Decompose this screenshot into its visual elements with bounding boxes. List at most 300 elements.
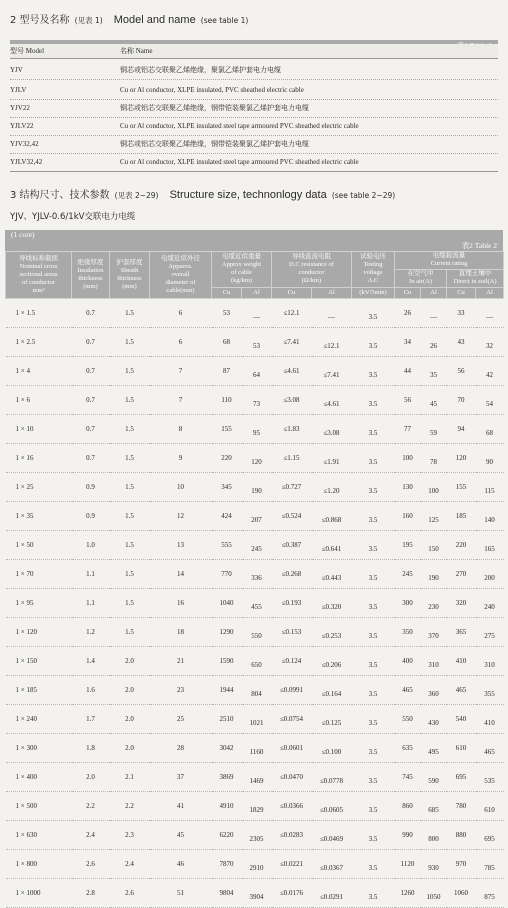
weight-cu-cell: 3869: [212, 763, 242, 792]
weight-cu-cell: 87: [212, 357, 242, 386]
table-row: [6, 299, 504, 328]
air-al-cell: 45: [421, 386, 447, 415]
resistance-al-cell: ≤0.0469: [312, 821, 352, 850]
section-3-title-cn: 3 结构尺寸、技术参数: [10, 190, 110, 201]
testing-voltage-cell: 3.5: [352, 357, 395, 386]
table-row: [6, 821, 504, 850]
table-row: [6, 386, 504, 415]
soil-cu-cell: 540: [447, 705, 476, 734]
air-al-cell: 190: [421, 560, 447, 589]
air-cu-cell: 745: [395, 763, 421, 792]
air-al-cell: 590: [421, 763, 447, 792]
table-2-core-label: (1 core): [11, 230, 35, 239]
testing-voltage-cell: 3.5: [352, 444, 395, 473]
diameter-cell: 14: [150, 560, 212, 589]
air-al-cell: 430: [421, 705, 447, 734]
weight-al-cell: 3904: [242, 879, 272, 908]
resistance-al-cell: ≤0.100: [312, 734, 352, 763]
weight-al-cell: 245: [242, 531, 272, 560]
weight-cu-cell: 1590: [212, 647, 242, 676]
name-column-header: 名称 Name: [120, 47, 153, 55]
section-cell: 1 × 240: [6, 705, 72, 734]
resistance-al-cell: ≤0.125: [312, 705, 352, 734]
weight-al-cell: 336: [242, 560, 272, 589]
soil-al-cell: 465: [476, 734, 504, 763]
weight-cu-cell: 9804: [212, 879, 242, 908]
soil-cu-header: Cu: [447, 287, 476, 299]
resistance-cu-cell: ≤0.0221: [272, 850, 312, 879]
table-row: [10, 81, 498, 100]
insulation-cell: 2.2: [72, 792, 110, 821]
section-2-title-en: Model and name: [113, 14, 196, 26]
diameter-cell: 8: [150, 415, 212, 444]
air-cu-cell: 44: [395, 357, 421, 386]
resistance-cu-cell: ≤0.0470: [272, 763, 312, 792]
air-al-cell: 310: [421, 647, 447, 676]
resistance-cu-cell: ≤1.15: [272, 444, 312, 473]
soil-al-cell: 610: [476, 792, 504, 821]
section-cell: 1 × 95: [6, 589, 72, 618]
table-2-label-bar: [5, 240, 503, 251]
diameter-cell: 7: [150, 386, 212, 415]
resistance-al-cell: —: [312, 299, 352, 328]
diameter-cell: 46: [150, 850, 212, 879]
table-row: [6, 415, 504, 444]
soil-cu-cell: 56: [447, 357, 476, 386]
sheath-cell: 2.0: [110, 705, 150, 734]
name-cell: 铜芯或铝芯交联聚乙烯绝缘，钢带铠装聚氯乙烯护套电力电缆: [120, 104, 309, 112]
section-header: 导线标称截面 Nominal cross sectional areas of conductor mm²: [6, 252, 72, 299]
testing-voltage-cell: 3.5: [352, 850, 395, 879]
section-2-heading: [10, 8, 248, 27]
table-row: [6, 705, 504, 734]
weight-cu-cell: 1040: [212, 589, 242, 618]
air-al-cell: 125: [421, 502, 447, 531]
weight-cu-cell: 555: [212, 531, 242, 560]
soil-cu-cell: 320: [447, 589, 476, 618]
weight-cu-header: Cu: [212, 287, 242, 299]
soil-al-cell: 875: [476, 879, 504, 908]
section-2-ref-en: (see table 1): [200, 16, 249, 25]
testing-voltage-cell: 3.5: [352, 415, 395, 444]
weight-al-cell: 207: [242, 502, 272, 531]
testing-voltage-cell: 3.5: [352, 676, 395, 705]
air-cu-cell: 130: [395, 473, 421, 502]
weight-cu-cell: 424: [212, 502, 242, 531]
testing-voltage-cell: 3.5: [352, 502, 395, 531]
testing-voltage-cell: 3.5: [352, 821, 395, 850]
air-al-cell: 930: [421, 850, 447, 879]
model-cell: YJV32,42: [10, 140, 39, 148]
name-cell: Cu or Al conductor, XLPE insulated, PVC sheathed electric cable: [120, 86, 304, 94]
air-al-cell: 370: [421, 618, 447, 647]
diameter-cell: 37: [150, 763, 212, 792]
insulation-cell: 0.9: [72, 473, 110, 502]
insulation-cell: 1.8: [72, 734, 110, 763]
soil-cu-cell: 270: [447, 560, 476, 589]
diameter-cell: 41: [150, 792, 212, 821]
weight-al-cell: 1021: [242, 705, 272, 734]
sheath-cell: 2.2: [110, 792, 150, 821]
soil-cu-cell: 970: [447, 850, 476, 879]
resistance-cu-cell: ≤0.0754: [272, 705, 312, 734]
table-row: [10, 135, 498, 154]
model-column-header: 型号 Model: [10, 47, 45, 55]
air-al-cell: 360: [421, 676, 447, 705]
weight-cu-cell: 53: [212, 299, 242, 328]
insulation-cell: 1.0: [72, 531, 110, 560]
section-cell: 1 × 120: [6, 618, 72, 647]
air-cu-cell: 160: [395, 502, 421, 531]
sheath-cell: 1.5: [110, 531, 150, 560]
testing-voltage-cell: 3.5: [352, 705, 395, 734]
soil-cu-cell: 695: [447, 763, 476, 792]
air-al-cell: 495: [421, 734, 447, 763]
weight-al-cell: 64: [242, 357, 272, 386]
sheath-cell: 1.5: [110, 444, 150, 473]
section-cell: 1 × 1.5: [6, 299, 72, 328]
soil-al-cell: 90: [476, 444, 504, 473]
soil-cu-cell: 70: [447, 386, 476, 415]
resistance-cu-cell: ≤0.153: [272, 618, 312, 647]
air-cu-cell: 34: [395, 328, 421, 357]
soil-al-cell: 165: [476, 531, 504, 560]
soil-cu-cell: 1060: [447, 879, 476, 908]
insulation-cell: 1.4: [72, 647, 110, 676]
diameter-cell: 12: [150, 502, 212, 531]
testing-voltage-cell: 3.5: [352, 879, 395, 908]
soil-al-cell: 355: [476, 676, 504, 705]
table-row: [6, 647, 504, 676]
insulation-cell: 2.8: [72, 879, 110, 908]
weight-cu-cell: 770: [212, 560, 242, 589]
diameter-cell: 7: [150, 357, 212, 386]
table-row: [6, 792, 504, 821]
sheath-cell: 1.5: [110, 328, 150, 357]
soil-al-cell: 410: [476, 705, 504, 734]
weight-cu-cell: 155: [212, 415, 242, 444]
table-2-label: 表2 Table 2: [461, 241, 497, 250]
resistance-cu-cell: ≤0.268: [272, 560, 312, 589]
table-row: [6, 357, 504, 386]
weight-al-cell: 2305: [242, 821, 272, 850]
testing-header: 试验电压 Testing voltage A.C: [352, 252, 395, 288]
current-header: 电缆载流量 Current rating: [395, 252, 504, 270]
air-cu-cell: 195: [395, 531, 421, 560]
air-cu-cell: 56: [395, 386, 421, 415]
weight-al-cell: 550: [242, 618, 272, 647]
air-cu-cell: 635: [395, 734, 421, 763]
weight-al-cell: 190: [242, 473, 272, 502]
insulation-cell: 1.1: [72, 589, 110, 618]
soil-cu-cell: 185: [447, 502, 476, 531]
section-3-ref-cn: (见表 2~29): [114, 191, 159, 200]
resistance-cu-cell: ≤12.1: [272, 299, 312, 328]
testing-voltage-cell: 3.5: [352, 763, 395, 792]
table-row: [6, 618, 504, 647]
resistance-al-cell: ≤4.61: [312, 386, 352, 415]
table-row: [6, 589, 504, 618]
sheath-cell: 1.5: [110, 357, 150, 386]
insulation-header: 绝缘厚度 Insulation thickness (mm): [72, 252, 110, 299]
diameter-cell: 51: [150, 879, 212, 908]
table-row: [6, 502, 504, 531]
resistance-cu-cell: ≤0.193: [272, 589, 312, 618]
section-2-title-cn: 2 型号及名称: [10, 15, 70, 26]
insulation-cell: 0.7: [72, 386, 110, 415]
testing-voltage-cell: 3.5: [352, 531, 395, 560]
table-1-header: [10, 44, 498, 59]
weight-al-cell: —: [242, 299, 272, 328]
soil-cu-cell: 610: [447, 734, 476, 763]
diameter-cell: 6: [150, 299, 212, 328]
section-cell: 1 × 35: [6, 502, 72, 531]
soil-cu-cell: 220: [447, 531, 476, 560]
table-row: [10, 117, 498, 136]
model-cell: YJV22: [10, 104, 30, 112]
diameter-cell: 16: [150, 589, 212, 618]
section-3-heading: [10, 183, 395, 202]
weight-cu-cell: 220: [212, 444, 242, 473]
resistance-cu-header: Cu: [272, 287, 312, 299]
resistance-al-cell: ≤12.1: [312, 328, 352, 357]
soil-al-cell: 42: [476, 357, 504, 386]
section-cell: 1 × 630: [6, 821, 72, 850]
air-cu-cell: 245: [395, 560, 421, 589]
table-row: [6, 531, 504, 560]
diameter-cell: 9: [150, 444, 212, 473]
table-row: [6, 763, 504, 792]
model-cell: YJLV: [10, 86, 27, 94]
weight-al-cell: 1829: [242, 792, 272, 821]
section-cell: 1 × 150: [6, 647, 72, 676]
section-cell: 1 × 185: [6, 676, 72, 705]
table-row: [6, 850, 504, 879]
diameter-cell: 28: [150, 734, 212, 763]
resistance-al-header: Al: [312, 287, 352, 299]
soil-al-cell: 68: [476, 415, 504, 444]
air-al-cell: 800: [421, 821, 447, 850]
resistance-al-cell: ≤0.320: [312, 589, 352, 618]
resistance-al-cell: ≤0.0605: [312, 792, 352, 821]
resistance-cu-cell: ≤4.61: [272, 357, 312, 386]
resistance-cu-cell: ≤3.08: [272, 386, 312, 415]
weight-al-cell: 2910: [242, 850, 272, 879]
weight-al-cell: 1469: [242, 763, 272, 792]
air-cu-cell: 465: [395, 676, 421, 705]
air-al-cell: 35: [421, 357, 447, 386]
resistance-al-cell: ≤1.20: [312, 473, 352, 502]
sheath-header: 护套厚度 Sheath thickness (mm): [110, 252, 150, 299]
section-cell: 1 × 25: [6, 473, 72, 502]
insulation-cell: 1.2: [72, 618, 110, 647]
weight-cu-cell: 68: [212, 328, 242, 357]
testing-voltage-cell: 3.5: [352, 647, 395, 676]
testing-voltage-cell: 3.5: [352, 299, 395, 328]
table-row: [6, 676, 504, 705]
air-cu-cell: 350: [395, 618, 421, 647]
resistance-cu-cell: ≤0.0991: [272, 676, 312, 705]
weight-cu-cell: 110: [212, 386, 242, 415]
weight-header: 电缆近似重量 Approx weight of cable (kg/km): [212, 252, 272, 288]
diameter-cell: 45: [150, 821, 212, 850]
resistance-al-cell: ≤0.164: [312, 676, 352, 705]
diameter-cell: 21: [150, 647, 212, 676]
section-cell: 1 × 300: [6, 734, 72, 763]
resistance-cu-cell: ≤0.124: [272, 647, 312, 676]
weight-al-cell: 650: [242, 647, 272, 676]
insulation-cell: 0.7: [72, 415, 110, 444]
table-row: [6, 560, 504, 589]
model-cell: YJLV32,42: [10, 158, 43, 166]
resistance-cu-cell: ≤7.41: [272, 328, 312, 357]
air-al-header: Al: [421, 287, 447, 299]
weight-al-cell: 73: [242, 386, 272, 415]
table-row: [10, 61, 498, 80]
resistance-al-cell: ≤0.0778: [312, 763, 352, 792]
weight-al-cell: 53: [242, 328, 272, 357]
insulation-cell: 0.7: [72, 444, 110, 473]
air-al-cell: 78: [421, 444, 447, 473]
weight-al-cell: 120: [242, 444, 272, 473]
air-cu-header: Cu: [395, 287, 421, 299]
diameter-cell: 25: [150, 705, 212, 734]
resistance-al-cell: ≤7.41: [312, 357, 352, 386]
soil-cu-cell: 33: [447, 299, 476, 328]
weight-cu-cell: 2510: [212, 705, 242, 734]
section-cell: 1 × 6: [6, 386, 72, 415]
name-cell: Cu or Al conductor, XLPE insulated steel tape armoured PVC sheathed electric cable: [120, 122, 359, 130]
testing-voltage-cell: 3.5: [352, 473, 395, 502]
in-air-header: 在空气中 In air(A): [395, 269, 447, 287]
testing-unit-header: (kV/5min): [352, 287, 395, 299]
resistance-al-cell: ≤3.08: [312, 415, 352, 444]
soil-al-cell: 240: [476, 589, 504, 618]
section-cell: 1 × 16: [6, 444, 72, 473]
soil-al-header: Al: [476, 287, 504, 299]
air-cu-cell: 1120: [395, 850, 421, 879]
testing-voltage-cell: 3.5: [352, 589, 395, 618]
testing-voltage-cell: 3.5: [352, 792, 395, 821]
air-cu-cell: 990: [395, 821, 421, 850]
name-cell: 铜芯或铝芯交联聚乙烯绝缘，钢带铠装聚氯乙烯护套电力电缆: [120, 140, 309, 148]
soil-al-cell: 535: [476, 763, 504, 792]
sheath-cell: 2.1: [110, 763, 150, 792]
resistance-cu-cell: ≤0.0601: [272, 734, 312, 763]
air-cu-cell: 100: [395, 444, 421, 473]
insulation-cell: 1.1: [72, 560, 110, 589]
soil-al-cell: 200: [476, 560, 504, 589]
air-cu-cell: 26: [395, 299, 421, 328]
resistance-al-cell: ≤0.253: [312, 618, 352, 647]
air-cu-cell: 860: [395, 792, 421, 821]
testing-voltage-cell: 3.5: [352, 734, 395, 763]
insulation-cell: 1.6: [72, 676, 110, 705]
insulation-cell: 0.9: [72, 502, 110, 531]
air-cu-cell: 77: [395, 415, 421, 444]
air-al-cell: 150: [421, 531, 447, 560]
resistance-cu-cell: ≤0.0176: [272, 879, 312, 908]
sheath-cell: 1.5: [110, 386, 150, 415]
resistance-cu-cell: ≤0.727: [272, 473, 312, 502]
table-row: [6, 473, 504, 502]
name-cell: Cu or Al conductor, XLPE insulated steel tape armoured PVC sheathed electric cable: [120, 158, 359, 166]
air-cu-cell: 1260: [395, 879, 421, 908]
table-row: [6, 734, 504, 763]
table-2-core-bar: [5, 230, 503, 240]
sheath-cell: 1.5: [110, 618, 150, 647]
soil-cu-cell: 465: [447, 676, 476, 705]
name-cell: 铜芯或铝芯交联聚乙烯绝缘，聚氯乙烯护套电力电缆: [120, 66, 281, 74]
weight-al-cell: 1160: [242, 734, 272, 763]
diameter-cell: 6: [150, 328, 212, 357]
resistance-al-cell: ≤1.91: [312, 444, 352, 473]
air-al-cell: 100: [421, 473, 447, 502]
section-cell: 1 × 4: [6, 357, 72, 386]
soil-al-cell: 32: [476, 328, 504, 357]
resistance-cu-cell: ≤1.83: [272, 415, 312, 444]
section-cell: 1 × 400: [6, 763, 72, 792]
weight-cu-cell: 1944: [212, 676, 242, 705]
soil-cu-cell: 410: [447, 647, 476, 676]
resistance-al-cell: ≤0.0291: [312, 879, 352, 908]
testing-voltage-cell: 3.5: [352, 328, 395, 357]
air-al-cell: —: [421, 299, 447, 328]
resistance-al-cell: ≤0.443: [312, 560, 352, 589]
air-cu-cell: 300: [395, 589, 421, 618]
soil-al-cell: 695: [476, 821, 504, 850]
soil-cu-cell: 155: [447, 473, 476, 502]
insulation-cell: 0.7: [72, 328, 110, 357]
section-3-title-en: Structure size, technonlogy data: [169, 189, 327, 201]
soil-cu-cell: 780: [447, 792, 476, 821]
soil-al-cell: 140: [476, 502, 504, 531]
air-al-cell: 59: [421, 415, 447, 444]
resistance-al-cell: ≤0.641: [312, 531, 352, 560]
resistance-cu-cell: ≤0.524: [272, 502, 312, 531]
weight-al-cell: 95: [242, 415, 272, 444]
weight-cu-cell: 345: [212, 473, 242, 502]
model-cell: YJLV22: [10, 122, 34, 130]
weight-cu-cell: 6220: [212, 821, 242, 850]
resistance-al-cell: ≤0.0367: [312, 850, 352, 879]
diameter-cell: 13: [150, 531, 212, 560]
insulation-cell: 1.7: [72, 705, 110, 734]
soil-cu-cell: 94: [447, 415, 476, 444]
weight-cu-cell: 3042: [212, 734, 242, 763]
soil-cu-cell: 880: [447, 821, 476, 850]
diameter-cell: 10: [150, 473, 212, 502]
soil-cu-cell: 120: [447, 444, 476, 473]
model-cell: YJV: [10, 66, 23, 74]
in-soil-header: 直埋土壤中 Direct in soil(A): [447, 269, 504, 287]
resistance-cu-cell: ≤0.387: [272, 531, 312, 560]
sheath-cell: 1.5: [110, 299, 150, 328]
sheath-cell: 1.5: [110, 589, 150, 618]
weight-cu-cell: 1290: [212, 618, 242, 647]
section-cell: 1 × 800: [6, 850, 72, 879]
table-row: [6, 879, 504, 908]
soil-al-cell: —: [476, 299, 504, 328]
sheath-cell: 2.0: [110, 734, 150, 763]
soil-al-cell: 310: [476, 647, 504, 676]
weight-al-cell: 455: [242, 589, 272, 618]
table-row: [10, 153, 498, 172]
soil-al-cell: 115: [476, 473, 504, 502]
sheath-cell: 1.5: [110, 502, 150, 531]
weight-cu-cell: 7870: [212, 850, 242, 879]
sheath-cell: 1.5: [110, 415, 150, 444]
